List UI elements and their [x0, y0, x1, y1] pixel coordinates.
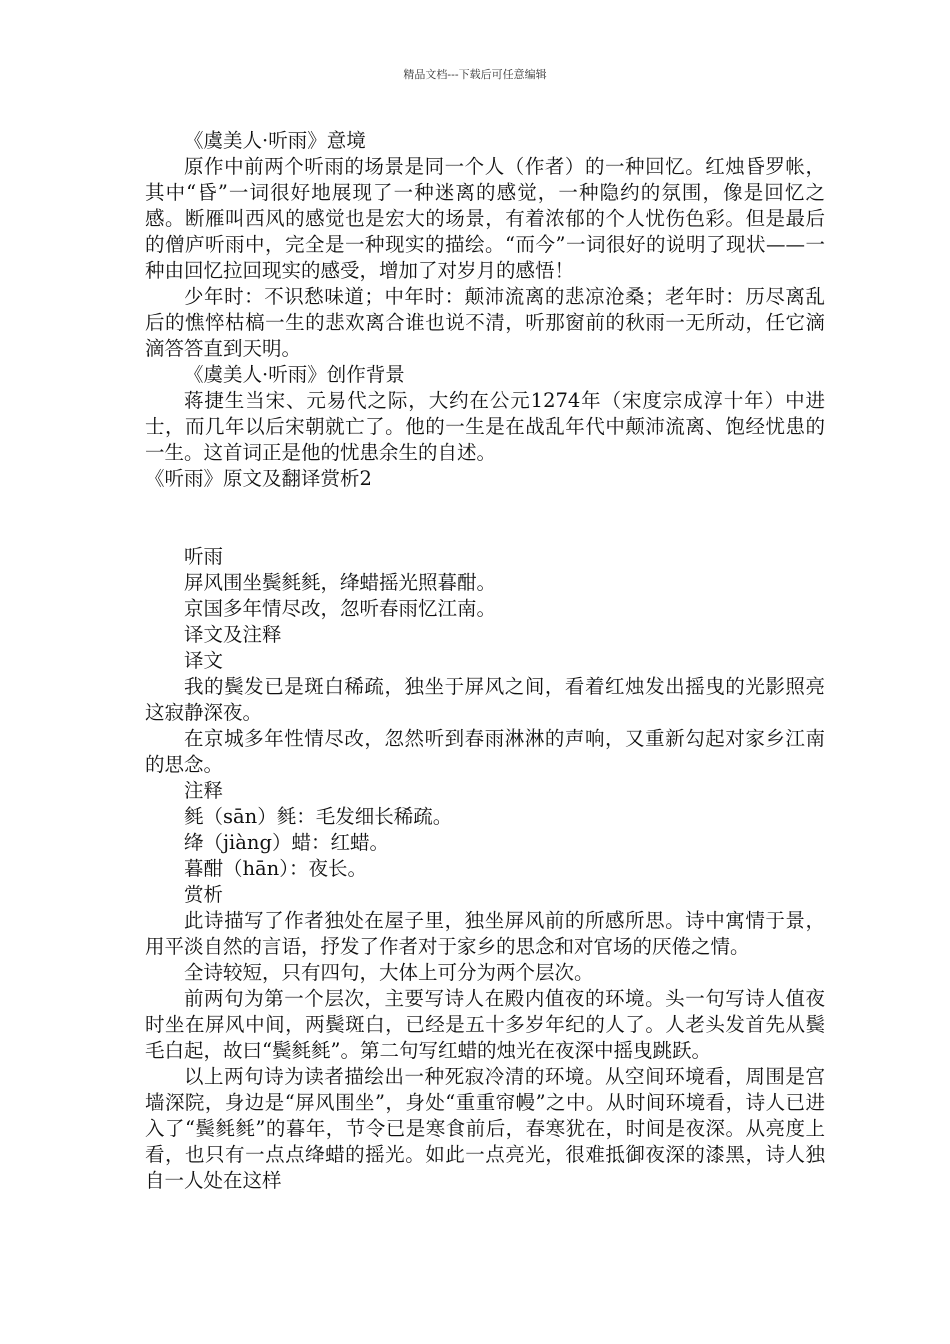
paragraph: 全诗较短，只有四句，大体上可分为两个层次。	[184, 961, 594, 984]
paragraph: 赏析	[184, 883, 224, 906]
paragraph: 《虞美人·听雨》创作背景	[184, 363, 405, 386]
paragraph: 京国多年情尽改，忽听春雨忆江南。	[184, 597, 497, 620]
paragraph: 《听雨》原文及翻译赏析2	[145, 467, 372, 490]
paragraph: 译文及注释	[184, 623, 282, 646]
paragraph: 听雨	[184, 545, 224, 568]
paragraph: 绛（jiàng）蜡：红蜡。	[184, 831, 389, 854]
paragraph: 此诗描写了作者独处在屋子里，独坐屏风前的所感所思。诗中寓情于景，用平淡自然的言语，抒发了作者对于家乡的思念和对官场的厌倦之情。	[145, 909, 825, 958]
paragraph: 注释	[184, 779, 224, 802]
section-gap	[145, 492, 825, 544]
paragraph: 我的鬓发已是斑白稀疏，独坐于屏风之间，看着红烛发出摇曳的光影照亮这寂静深夜。	[145, 675, 825, 724]
paragraph: 毵（sān）毵：毛发细长稀疏。	[184, 805, 453, 828]
page-header: 精品文档---下载后可任意编辑	[403, 68, 547, 81]
document-body	[145, 128, 825, 1194]
paragraph: 屏风围坐鬓毵毵，绛蜡摇光照暮酣。	[184, 571, 497, 594]
paragraph: 《虞美人·听雨》意境	[184, 129, 366, 152]
paragraph: 少年时：不识愁味道；中年时：颠沛流离的悲凉沧桑；老年时：历尽离乱后的憔悴枯槁一生的悲欢离合谁也说不清，听那窗前的秋雨一无所动，任它滴滴答答直到天明。	[145, 285, 825, 360]
paragraph: 译文	[184, 649, 224, 672]
paragraph: 蒋捷生当宋、元易代之际，大约在公元1274年（宋度宗成淳十年）中进士，而几年以后宋朝就亡了。他的一生是在战乱年代中颠沛流离、饱经忧患的一生。这首词正是他的忧患余生的自述。	[145, 389, 825, 464]
paragraph: 原作中前两个听雨的场景是同一个人（作者）的一种回忆。红烛昏罗帐，其中“昏”一词很好地展现了一种迷离的感觉，一种隐约的氛围，像是回忆之感。断雁叫西风的感觉也是宏大的场景，有着浓郁的个人忧伤色彩。但是最后的僧庐听雨中，完全是一种现实的描绘。“而今”一词很好的说明了现状——一种由回忆拉回现实的感受，增加了对岁月的感悟！	[145, 155, 825, 282]
paragraph: 在京城多年性情尽改，忽然听到春雨淋淋的声响，又重新勾起对家乡江南的思念。	[145, 727, 825, 776]
paragraph: 前两句为第一个层次，主要写诗人在殿内值夜的环境。头一句写诗人值夜时坐在屏风中间，两鬓斑白，已经是五十多岁年纪的人了。人老头发首先从鬓毛白起，故曰“鬓毵毵”。第二句写红蜡的烛光在夜深中摇曳跳跃。	[145, 987, 825, 1062]
paragraph: 以上两句诗为读者描绘出一种死寂冷清的环境。从空间环境看，周围是宫墙深院，身边是“屏风围坐”，身处“重重帘幔”之中。从时间环境看，诗人已进入了“鬓毵毵”的暮年，节令已是寒食前后，春寒犹在，时间是夜深。从亮度上看，也只有一点点绛蜡的摇光。如此一点亮光，很难抵御夜深的漆黑，诗人独自一人处在这样	[145, 1065, 825, 1192]
paragraph: 暮酣（hān）：夜长。	[184, 857, 367, 880]
